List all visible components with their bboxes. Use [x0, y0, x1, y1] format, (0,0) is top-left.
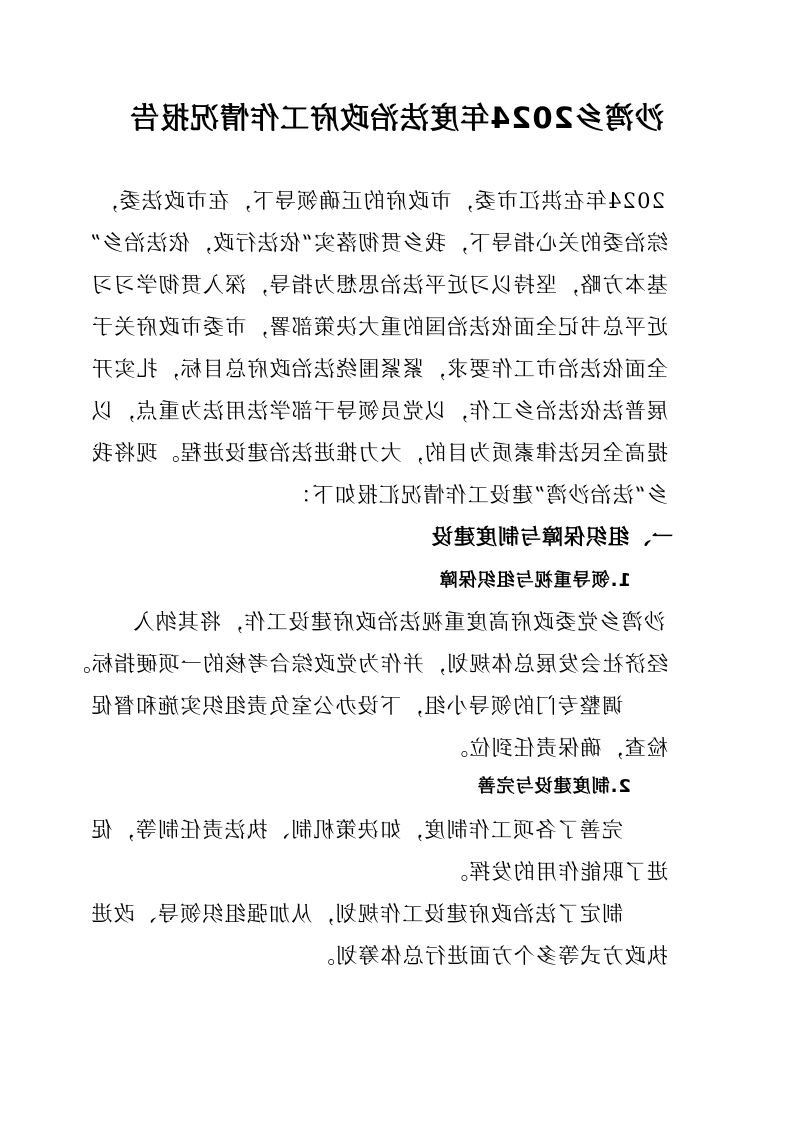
sub1-line-3: 调整专门的领导小组，下设办公室负责组织实施和督促 — [90, 694, 623, 718]
sub1-line-1: 沙湾乡党委政府高度重视法治政府建设工作，将其纳入 — [132, 610, 665, 634]
intro-line-2: 综治委的关心指导下，我乡贯彻落实“依法行政，依法治乡” — [89, 231, 668, 255]
intro-line-6: 展普法依法治乡工作，以党员领导干部学法用法为重点，以 — [90, 399, 668, 423]
sub2-line-2: 进了职能作用的发挥。 — [446, 860, 668, 884]
subsection-2-heading: 2.制度建设与完善 — [476, 776, 631, 797]
intro-line-7: 提高全民法律素质为目的，大力推进法治建设进程。现将我 — [90, 441, 668, 465]
section-1-heading: 一、组织保障与制度建设 — [431, 525, 673, 549]
document-title: 沙湾乡2024年度法治政府工作情况报告 — [129, 101, 664, 135]
sub1-line-2: 经济社会发展总体规划，并作为党政综合考核的一项硬指标。 — [68, 652, 668, 676]
sub2-line-4: 执政方式等多个方面进行总体筹划。 — [312, 944, 668, 968]
intro-line-1: 2024年在洪江市委，市政府的正确领导下，在市政法委， — [96, 189, 665, 213]
intro-line-5: 全面依法治市工作要求，紧紧围绕法治政府总目标，扎实开 — [90, 357, 668, 381]
sub1-line-4: 检查，确保责任到位。 — [446, 736, 668, 760]
intro-line-8: 乡“法治沙湾”建设工作情况汇报如下： — [288, 483, 668, 507]
subsection-1-heading: 1.领导重视与组织保障 — [438, 570, 631, 591]
sub2-line-3: 制定了法治政府建设工作规划，从加强组织领导、改进 — [90, 902, 623, 926]
intro-line-4: 近平总书记全面依法治国的重大决策部署，市委市政府关于 — [90, 315, 668, 339]
sub2-line-1: 完善了各项工作制度，如决策机制、执法责任制等，促 — [90, 818, 623, 842]
intro-line-3: 基本方略，坚持以习近平法治思想为指导，深入贯彻学习习 — [90, 273, 668, 297]
